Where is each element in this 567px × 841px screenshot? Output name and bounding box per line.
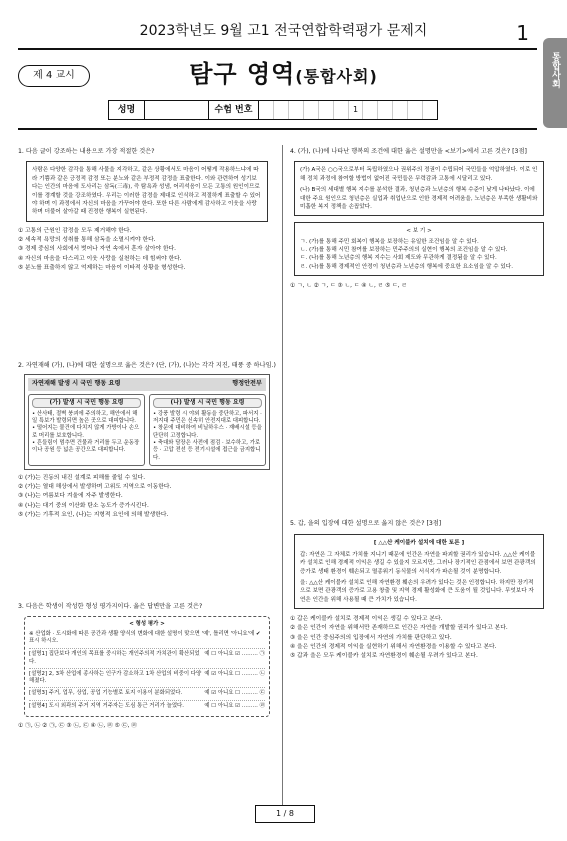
question-4	[290, 148, 548, 292]
q2-panel-title: 자연재해 발생 시 국민 행동 요령	[32, 380, 121, 388]
id-cell[interactable]: 1	[349, 101, 364, 119]
id-cell[interactable]	[334, 101, 349, 119]
q3-instruction: ※ 산업화 · 도시화에 따른 공간과 생활 양식의 변화에 대한 설명이 맞으면 '예', 틀리면 '아니요'에 ✔ 표시 하시오.	[29, 630, 261, 644]
q3-row	[29, 648, 265, 668]
q4-passage	[294, 161, 544, 216]
header-rule	[18, 48, 537, 50]
q3-row-text: [설명2] 2, 3차 산업에 종사하는 인구가 감소하고 1차 산업의 비중이 다양해졌다.	[29, 670, 202, 685]
subject-main: 탐구 영역	[189, 60, 296, 88]
q3-row	[29, 700, 265, 712]
id-cell[interactable]	[259, 101, 274, 119]
page-number: 1	[516, 21, 529, 45]
period-badge: 제 4 교시	[18, 65, 90, 87]
q3-row	[29, 668, 265, 688]
q4-options[interactable]: ① ㄱ, ㄴ ② ㄱ, ㄷ ③ ㄴ, ㄷ ④ ㄴ, ㄹ ⑤ ㄷ, ㄹ	[290, 283, 407, 290]
agency-label: 행정안전부	[232, 380, 262, 388]
q5-option[interactable]: ④ 을은 인간의 경제적 이익을 실현하기 위해서 자연환경을 이용할 수 있다고 본다.	[290, 643, 497, 650]
q2-right-title: (나) 발생 시 국민 행동 요령	[153, 398, 262, 408]
question-5	[290, 520, 548, 661]
q2-stem: 2. 자연재해 (가), (나)에 대한 설명으로 옳은 것은? (단, (가), (나)는 각각 지진, 태풍 중 하나임.)	[18, 362, 276, 369]
q3-row-text: [설명1] 집단보다 개인의 목표를 중시하는 개인주의적 가치관이 확산되었다.	[29, 651, 200, 665]
q4-stem: 4. (가), (나)에 나타난 행복의 조건에 대한 옳은 설명만을 <보기>에서 고른 것은? [3점]	[290, 148, 527, 155]
q2-left-item: • 흔들림이 멈추면 건물과 거리를 두고 운동장이나 공원 등 넓은 공간으로 대피합니다.	[32, 440, 140, 454]
q2-columns	[28, 394, 266, 466]
q2-panel-header	[28, 378, 266, 390]
q2-right-item: • 창문에 대비하여 비닐하우스 · 재배시설 등을 단단히 고정합니다.	[153, 425, 262, 439]
question-3	[18, 603, 276, 731]
q5-eul: 을: △△산 케이블카 설치로 인해 자연환경 훼손의 우려가 있다는 것은 인정합니다. 하지만 장기적으로 보면 관광객의 증가로 고용 창출 및 지역 경제 활성화에 큰 도움이 될 것입니다. 무엇보다 자연은 인간을 위해 사용될 때 큰 가치가 있습니다.	[300, 579, 534, 603]
student-id-box	[108, 100, 438, 120]
q1-option[interactable]: ① 고통의 근원인 감정을 모두 제거해야 한다.	[18, 227, 132, 234]
q3-row-mark[interactable]: 예 ☑ 아니요 ☐ ……… ㉢	[204, 690, 265, 697]
q5-stem: 5. 갑, 을의 입장에 대한 설명으로 옳지 않은 것은? [3점]	[290, 520, 442, 527]
id-cell[interactable]	[378, 101, 393, 119]
q3-row-text: [설명4] 도시 외곽의 주거 지역 거주자는 도심 통근 거리가 늘었다.	[29, 702, 184, 709]
q2-option[interactable]: ⑤ (가)는 기후적 요인, (나)는 지형적 요인에 의해 발생한다.	[18, 511, 169, 518]
column-divider	[282, 145, 283, 805]
id-cell[interactable]	[393, 101, 408, 119]
side-tab-label: 통합사회	[550, 52, 560, 88]
q3-stem: 3. 다음은 학생이 작성한 형성 평가지이다. 옳은 답변만을 고른 것은?	[18, 603, 203, 610]
q5-gap: 갑: 자연은 그 자체로 가치를 지니기 때문에 인간은 자연을 파괴할 권리가 있습니다. △△산 케이블카 설치로 인해 경제적 이익은 생길 수 있을지 모르지만, 그러나 장기적인 관점에서 보면 관광객의 증가로 생태 환경이 훼손되고 멸종위기 동식물의 서식지가 파손될 것이 분명합니다.	[300, 551, 536, 575]
subject-sub: (통합사회)	[295, 67, 378, 86]
name-label: 성명	[109, 101, 145, 119]
footer-total: 8	[288, 809, 294, 818]
q1-option[interactable]: ⑤ 분노를 표출하지 않고 억제하는 마음이 이타적 상황을 형성한다.	[18, 264, 186, 271]
id-cell[interactable]	[363, 101, 378, 119]
q3-options[interactable]: ① ㉠, ㉡ ② ㉠, ㉢ ③ ㉡, ㉢ ④ ㉡, ㉣ ⑤ ㉢, ㉣	[18, 723, 137, 730]
id-cell[interactable]	[408, 101, 423, 119]
q4-bogi-title: < 보 기 >	[406, 228, 432, 235]
q2-option[interactable]: ④ (나)는 대기 중의 이산화 탄소 농도가 증가시킨다.	[18, 502, 149, 509]
q2-left-item: • 떨어지는 물건에 다치지 않게 가방이나 손으로 머리를 보호합니다.	[32, 425, 140, 439]
header-bottom-rule	[18, 128, 537, 130]
q2-option[interactable]: ② (가)는 열대 해상에서 발생하며 고위도 지역으로 이동한다.	[18, 484, 172, 491]
q4-bogi-item: ㄴ. (가)를 통해 시민 참여를 보장하는 민주주의의 실현이 행복의 조건임을 알 수 있다.	[300, 247, 508, 254]
q3-row	[29, 687, 265, 699]
id-cell[interactable]	[289, 101, 304, 119]
id-label: 수험 번호	[209, 101, 259, 119]
q1-option[interactable]: ② 세속적 욕망의 성취를 통해 삼독을 소멸시켜야 한다.	[18, 236, 156, 243]
q4-bogi-item: ㄱ. (가)를 통해 주민 회복이 행복을 보장하는 유일한 조건임을 알 수 있다.	[300, 238, 479, 245]
q4-bogi	[294, 222, 544, 276]
q3-row-text: [설명3] 주거, 업무, 상업, 공업 기능별로 토지 이용이 분화되었다.	[29, 690, 183, 697]
q2-left-title: (가) 발생 시 국민 행동 요령	[32, 398, 141, 408]
exam-title: 2023학년도 9월 고1 전국연합학력평가 문제지	[139, 23, 428, 39]
q5-option[interactable]: ② 을은 인간이 자연을 위해서만 존재하므로 인간은 자연을 개발할 권리가 있다고 본다.	[290, 625, 508, 632]
id-cell[interactable]	[304, 101, 319, 119]
q2-left-item: • 산사태, 절벽 붕괴에 주의하고, 해안에서 해일 특보가 발령되면 높은 곳으로 대피합니다.	[32, 410, 138, 425]
q4-passage-na: (나) B국의 세대별 행복 지수를 분석한 결과, 청년층과 노년층의 행복 수준이 낮게 나타났다. 이에 대한 주요 원인으로 청년층은 실업과 취업난으로 인한 경제적 어려움을, 노년층은 부족한 생활비와 미흡한 복지 정책을 손꼽았다.	[300, 187, 538, 210]
q4-bogi-item: ㄷ. (나)를 통해 노년층의 행복 지수는 사회 제도와 무관하게 결정됨을 알 수 있다.	[300, 255, 497, 262]
q4-passage-ga: (가) A국은 ○○국으로부터 독립하였으나 권위주의 정권이 수립되어 국민들을 억압하였다. 이로 인해 정치 과정에 참여할 방법이 없어진 국민들은 무력감과 고통에 시달리고 있다.	[300, 167, 538, 182]
q3-row-mark[interactable]: 예 ☐ 아니요 ☑ ……… ㉣	[204, 702, 265, 709]
q3-eval-card	[24, 616, 270, 717]
id-cell[interactable]	[274, 101, 289, 119]
q2-right-item: • 강풍 발령 시 야외 활동을 중단하고, 파서지 · 저지대 주민은 신속히 안전지대로 대피합니다.	[153, 410, 262, 425]
q2-panel	[24, 374, 270, 470]
q4-bogi-item: ㄹ. (나)를 통해 경제적인 안정이 청년층과 노년층의 행복에 중요한 요소임을 알 수 있다.	[300, 263, 513, 270]
q2-right-item: • 축대와 담장은 사전에 점검 · 보수하고, 가로등 · 고압 전선 등 전기시설에 접근을 금지합니다.	[153, 440, 261, 461]
q5-option[interactable]: ⑤ 갑과 을은 모두 케이블카 설치로 자연환경이 훼손될 우려가 있다고 본다.	[290, 653, 478, 660]
q2-option[interactable]: ③ (나)는 여름보다 겨울에 자주 발생한다.	[18, 493, 123, 500]
subject-title	[0, 58, 567, 90]
question-1	[18, 148, 276, 273]
q3-row-mark[interactable]: 예 ☐ 아니요 ☑ ……… ㉠	[204, 651, 265, 658]
q2-left-card	[28, 394, 145, 466]
q5-debate	[294, 534, 544, 609]
q3-row-mark[interactable]: 예 ☑ 아니요 ☐ ……… ㉡	[204, 670, 265, 677]
page-footer: 1 / 8	[255, 805, 315, 823]
id-cell[interactable]	[423, 101, 437, 119]
q3-card-title: < 형성 평가 >	[129, 621, 165, 628]
q2-right-card	[149, 394, 266, 466]
name-field[interactable]	[145, 101, 209, 119]
id-cell[interactable]	[319, 101, 334, 119]
footer-page: 1	[276, 809, 282, 818]
q1-option[interactable]: ③ 경제 중심의 사회에서 벗어나 자연 속에서 혼자 살아야 한다.	[18, 246, 177, 253]
q5-option[interactable]: ③ 을은 인간 중심주의의 입장에서 자연의 가치를 판단하고 있다.	[290, 634, 452, 641]
q2-option[interactable]: ① (가)는 진동의 내진 설계로 피해를 줄일 수 있다.	[18, 474, 146, 481]
q1-option[interactable]: ④ 자신의 마음을 다스리고 이웃 사랑을 실천하는 데 힘써야 한다.	[18, 255, 182, 262]
q1-passage: 사람은 다양한 감각을 통해 사물을 지각하고, 같은 상황에서도 마음이 어떻게 작용하느냐에 따라 기쁨과 같은 긍정적 감정 또는 분노와 같은 부정적 감정을 표출한다. 이와 관련하여 성기보다는 인간의 마음에 도사리는 삼독(三毒), 즉 탐욕과 성냄, 어리석음이 모든 고통의 원인이므로 이를 경계할 것을 강조하였다. 우리는 이러한 감정을 제대로 인식하고 적절하게 표출할 수 있어야 하며 이 과정에서 자신의 마음을 가꾸어야 한다. 또한 다른 사람에게 감사하고 이웃을 사랑하며 더불어 살아갈 때 진정한 행복이 실현된다.	[26, 161, 268, 221]
q5-option[interactable]: ① 갑은 케이블카 설치로 경제적 이익은 생길 수 있다고 본다.	[290, 616, 443, 623]
question-2	[18, 362, 276, 520]
q1-stem: 1. 다음 글이 강조하는 내용으로 가장 적절한 것은?	[18, 148, 155, 155]
q5-debate-title: [ △△산 케이블카 설치에 대한 토론 ]	[373, 540, 465, 547]
